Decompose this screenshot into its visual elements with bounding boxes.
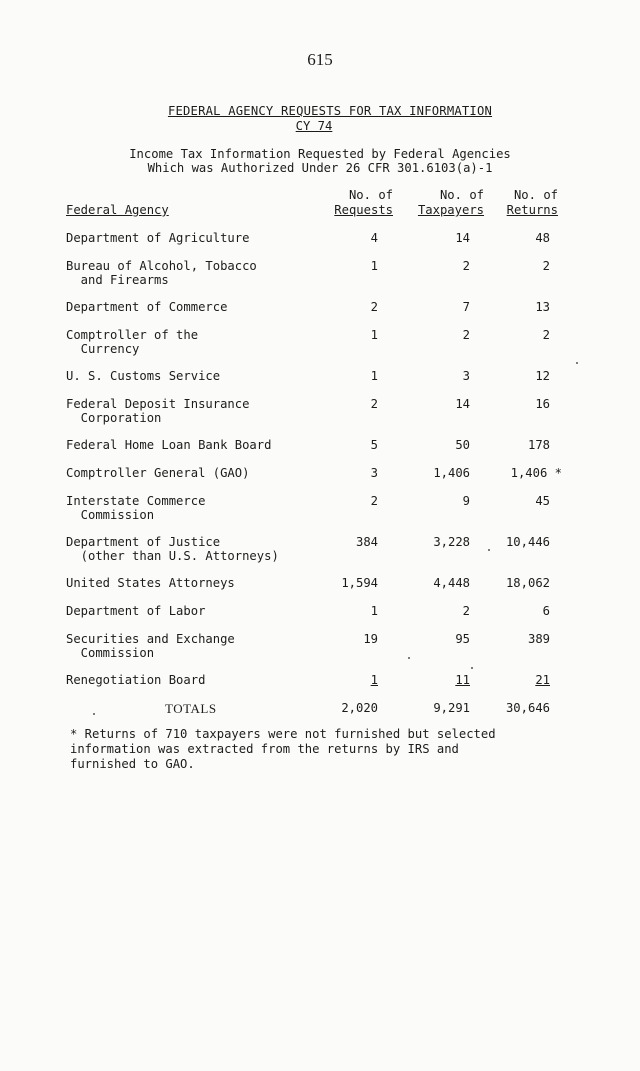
table-caption-line-2: Which was Authorized Under 26 CFR 301.6103(a)-1 [147, 161, 493, 175]
scan-speck [488, 549, 490, 551]
agency-name: United States Attorneys [66, 576, 235, 590]
taxpayers-value: 1,406 [433, 466, 470, 480]
header-returns-line-1: No. of [513, 188, 558, 202]
table-row [0, 259, 640, 289]
agency-name: Department of Labor [66, 604, 206, 618]
header-returns [507, 188, 558, 218]
requests-value: 4 [370, 231, 378, 245]
returns-value: 21 [535, 673, 550, 687]
returns-value: 13 [535, 300, 550, 314]
total-taxpayers: 9,291 [433, 701, 470, 715]
header-requests-line-1: No. of [348, 188, 393, 202]
requests-value: 2 [370, 494, 378, 508]
requests-value: 1 [370, 673, 378, 687]
requests-value: 5 [370, 438, 378, 452]
taxpayers-value: 3,228 [433, 535, 470, 549]
requests-value: 1 [370, 328, 378, 342]
returns-value: 1,406 * [510, 466, 562, 480]
header-requests [334, 188, 393, 218]
returns-value: 2 [542, 259, 550, 273]
total-returns: 30,646 [505, 701, 550, 715]
table-row [0, 300, 640, 330]
totals-label: TOTALS [165, 701, 217, 716]
taxpayers-value: 14 [455, 231, 470, 245]
returns-value: 16 [535, 397, 550, 411]
returns-value: 18,062 [505, 576, 550, 590]
table-caption-line-1: Income Tax Information Requested by Federal Agencies [129, 147, 511, 161]
taxpayers-value: 7 [462, 300, 470, 314]
footnote: * Returns of 710 taxpayers were not furnished but selected information was extracted from the returns by IRS and furnished to GAO. [70, 727, 496, 771]
table-row [0, 438, 640, 468]
table-row [0, 231, 640, 261]
agency-name: Comptroller of the Currency [66, 328, 199, 356]
agency-name: Renegotiation Board [66, 673, 206, 687]
taxpayers-value: 4,448 [433, 576, 470, 590]
taxpayers-value: 14 [455, 397, 470, 411]
header-taxpayers-line-2: Taxpayers [417, 203, 484, 217]
agency-name: Bureau of Alcohol, Tobacco and Firearms [66, 259, 257, 287]
taxpayers-value: 50 [455, 438, 470, 452]
taxpayers-value: 11 [455, 673, 470, 687]
agency-name: Interstate Commerce Commission [66, 494, 206, 522]
taxpayers-value: 2 [462, 259, 470, 273]
taxpayers-value: 2 [462, 604, 470, 618]
requests-value: 1 [370, 259, 378, 273]
total-requests: 2,020 [341, 701, 378, 715]
agency-name: Department of Commerce [66, 300, 228, 314]
page-subtitle: CY 74 [295, 119, 333, 133]
table-row [0, 576, 640, 606]
requests-value: 19 [363, 632, 378, 646]
agency-name: U. S. Customs Service [66, 369, 221, 383]
agency-name: Federal Home Loan Bank Board [66, 438, 272, 452]
requests-value: 2 [370, 397, 378, 411]
taxpayers-value: 3 [462, 369, 470, 383]
returns-value: 45 [535, 494, 550, 508]
requests-value: 1 [370, 369, 378, 383]
page-number: 615 [307, 50, 333, 69]
header-taxpayers [418, 188, 484, 218]
requests-value: 2 [370, 300, 378, 314]
table-row [0, 535, 640, 565]
scan-speck [576, 362, 578, 364]
table-row [0, 369, 640, 399]
table-row [0, 494, 640, 524]
table-row [0, 328, 640, 358]
table-row [0, 632, 640, 662]
requests-value: 1 [370, 604, 378, 618]
table-row [0, 397, 640, 427]
header-requests-line-2: Requests [334, 203, 393, 217]
header-agency: Federal Agency [66, 203, 169, 217]
taxpayers-value: 2 [462, 328, 470, 342]
table-row [0, 673, 640, 703]
agency-name: Department of Agriculture [66, 231, 250, 245]
returns-value: 389 [527, 632, 550, 646]
returns-value: 12 [535, 369, 550, 383]
agency-name: Federal Deposit Insurance Corporation [66, 397, 250, 425]
returns-value: 2 [542, 328, 550, 342]
returns-value: 6 [542, 604, 550, 618]
returns-value: 48 [535, 231, 550, 245]
scan-speck [408, 657, 410, 659]
table-row [0, 466, 640, 496]
scan-speck [471, 667, 473, 669]
scan-speck [93, 713, 95, 715]
requests-value: 3 [370, 466, 378, 480]
page-title: FEDERAL AGENCY REQUESTS FOR TAX INFORMATION [167, 104, 493, 118]
taxpayers-value: 9 [462, 494, 470, 508]
requests-value: 1,594 [341, 576, 378, 590]
agency-name: Department of Justice (other than U.S. Attorneys) [66, 535, 279, 563]
agency-name: Comptroller General (GAO) [66, 466, 250, 480]
taxpayers-value: 95 [455, 632, 470, 646]
header-taxpayers-line-1: No. of [439, 188, 484, 202]
header-returns-line-2: Returns [506, 203, 558, 217]
returns-value: 10,446 [505, 535, 550, 549]
returns-value: 178 [527, 438, 550, 452]
table-row [0, 604, 640, 634]
requests-value: 384 [355, 535, 378, 549]
agency-name: Securities and Exchange Commission [66, 632, 235, 660]
